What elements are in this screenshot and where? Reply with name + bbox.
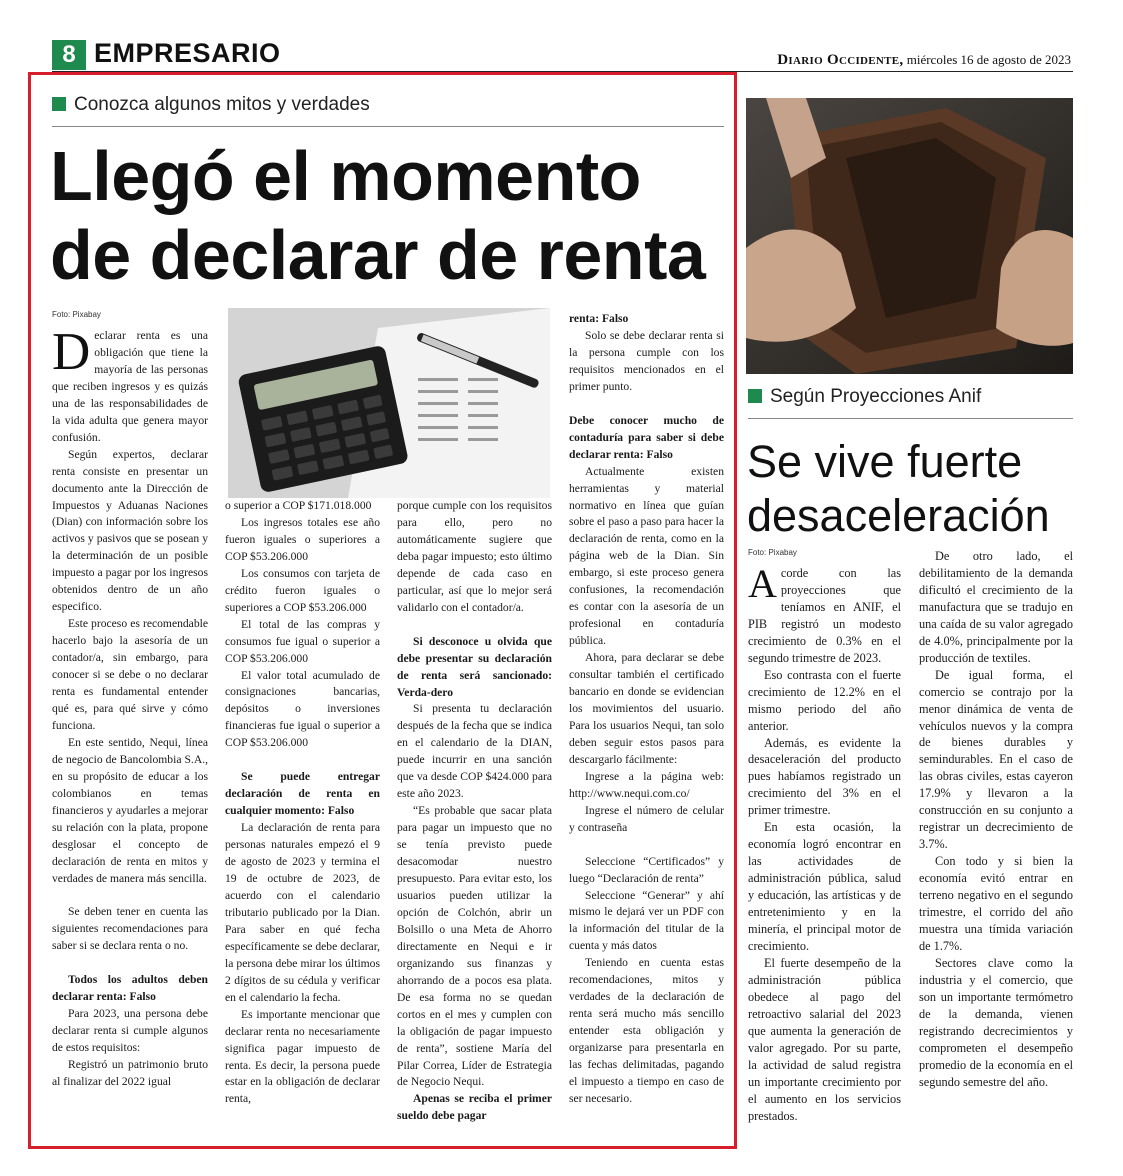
newspaper-name: Diario Occidente, bbox=[777, 52, 904, 68]
main-column-2 bbox=[225, 498, 380, 1108]
side-column-2 bbox=[919, 548, 1073, 1091]
subheading: Debe conocer mucho de contaduría para saber si debe declarar renta: Falso bbox=[569, 413, 724, 461]
subheading: Se puede entregar declaración de renta en cualquier momento: Falso bbox=[225, 770, 380, 818]
paragraph: Ingrese el número de celular y contraseña bbox=[569, 803, 724, 834]
dropcap-d: D bbox=[52, 323, 91, 381]
subheading: Todos los adultos deben declarar renta: Falso bbox=[52, 973, 208, 1004]
paragraph: Solo se debe declarar renta si la persona cumple con los requisitos mencionados en el primer punto. bbox=[569, 328, 724, 393]
paragraph: Actualmente existen herramientas y material normativo en línea que guían sobre el paso a paso para hacer la declaración de renta, como en la página web de la Dian. Sin embargo, si este proceso genera confusiones, la recomendación es contar con la asesoría de un profesional en contaduría pública. bbox=[569, 464, 724, 648]
paragraph: corde con las proyecciones que teníamos en ANIF, el PIB registró un modesto crecimiento de 0.3% en el segundo trimestre de 2023. bbox=[748, 566, 901, 665]
subheading: Si desconoce u olvida que debe presentar su declaración de renta será sancionado: Verda-dero bbox=[397, 634, 552, 699]
paragraph: Sectores clave como la industria y el comercio, que son un importante termómetro de la demanda, vienen registrando decrecimientos y comprometen el desempeño promedio de la economía en el segundo semestre del año. bbox=[919, 955, 1073, 1089]
main-column-1 bbox=[52, 323, 208, 1091]
side-headline bbox=[747, 435, 1050, 543]
side-headline-line2: desaceleración bbox=[747, 490, 1050, 541]
calculator-illustration bbox=[228, 308, 550, 498]
paragraph: Con todo y si bien la economía evitó entrar en terreno negativo en el segundo trimestre, el corrido del año muestra una tímida variación de 1.7%. bbox=[919, 854, 1073, 953]
paragraph: porque cumple con los requisitos para ello, pero no automáticamente sugiere que deba pagar impuesto; esto último depende de cada caso en particular, así que lo mejor será validarlo con el contador/a. bbox=[397, 499, 552, 614]
main-column-3 bbox=[397, 498, 552, 1125]
main-kicker bbox=[52, 94, 370, 116]
paragraph: Ahora, para declarar se debe consultar también el certificado bancario en donde se evidencian los movimientos del usuario. Para los usuarios Nequi, tan solo deben seguir estos pasos para descargarlo fácilmente: bbox=[569, 651, 724, 766]
page-number: 8 bbox=[52, 40, 86, 70]
subheading-continued: renta: Falso bbox=[569, 312, 629, 325]
empty-wallet-illustration bbox=[746, 98, 1073, 374]
paragraph: Si presenta tu declaración después de la fecha que se indica en el calendario de la DIAN, puede incurrir en una sanción que va desde COP $424.000 para este año 2023. bbox=[397, 702, 552, 801]
paragraph: eclarar renta es una obligación que tiene la mayoría de las personas que reciben ingresos y es quizás una de las responsabilidades de la vida adulta que genera mayor confusión. bbox=[52, 329, 208, 444]
side-kicker-rule bbox=[748, 418, 1073, 419]
issue-date: miércoles 16 de agosto de 2023 bbox=[906, 52, 1071, 67]
side-headline-line1: Se vive fuerte bbox=[747, 436, 1023, 487]
kicker-square-icon bbox=[748, 389, 762, 403]
paragraph: Registró un patrimonio bruto al finalizar del 2022 igual bbox=[52, 1058, 208, 1089]
paragraph: Seleccione “Certificados” y luego “Declaración de renta” bbox=[569, 854, 724, 885]
paragraph: El total de las compras y consumos fue igual o superior a COP $53.206.000 bbox=[225, 617, 380, 665]
main-kicker-text: Conozca algunos mitos y verdades bbox=[74, 94, 370, 115]
paragraph: Según expertos, declarar renta consiste en presentar un documento ante la Dirección de Impuestos y Aduanas Naciones (Dian) con información sobre los activos y pasivos que se posean y la determinación de un posible impuesto a pagar por los ingresos obtenidos dentro de un año especifico. bbox=[52, 447, 208, 614]
section-title: EMPRESARIO bbox=[94, 38, 281, 68]
paragraph: Es importante mencionar que declarar renta no necesariamente significa pagar impuesto de renta. Es decir, la persona puede estar en la obligación de declarar renta, bbox=[225, 1007, 380, 1106]
paragraph: De otro lado, el debilitamiento de la demanda dificultó el crecimiento de la manufactura que se tradujo en una caída de su valor agregado de 4.0%, principalmente por la producción de textiles. bbox=[919, 549, 1073, 665]
paragraph: o superior a COP $171.018.000 bbox=[225, 499, 372, 512]
paragraph: “Es probable que sacar plata para pagar un impuesto que no se tenía previsto puede desacomodar nuestro presupuesto. Para evitar esto, los usuarios pueden utilizar la opción de Colchón, abrir un Bolsillo o una Meta de Ahorro directamente en Nequi e ir organizando sus finanzas y ahorrando de a pocos esa plata. De esa forma no se quedan cortos en el mes y cumplen con la obligación de pagar impuesto de renta”, sostiene María del Pilar Correa, Líder de Estrategia de Negocio Nequi. bbox=[397, 804, 552, 1089]
side-column-1 bbox=[748, 561, 901, 1124]
main-headline-line2: de declarar de renta bbox=[50, 216, 706, 294]
masthead bbox=[777, 52, 1071, 69]
subheading: Apenas se reciba el primer sueldo debe pagar bbox=[397, 1092, 552, 1123]
paragraph: Para 2023, una persona debe declarar renta si cumple algunos de estos requisitos: bbox=[52, 1007, 208, 1055]
paragraph: Seleccione “Generar” y ahí mismo le dejará ver un PDF con la información del titular de la cuenta y más datos bbox=[569, 888, 724, 953]
paragraph: El valor total acumulado de consignaciones bancarias, depósitos o inversiones financieras fue igual o superior a COP $53.206.000 bbox=[225, 668, 380, 750]
paragraph: En esta ocasión, la economía logró encontrar en las actividades de administración pública, salud y educación, las artísticas y de entretenimiento y en la minería, el principal motor de crecimiento. bbox=[748, 820, 901, 953]
kicker-square-icon bbox=[52, 97, 66, 111]
main-photo-credit: Foto: Pixabay bbox=[52, 310, 101, 319]
paragraph: En este sentido, Nequi, línea de negocio de Bancolombia S.A., en su propósito de educar a los colombianos en temas financieros y ayudarles a mejorar su relación con la plata, propone desglosar el concepto de declaración de renta en mitos y verdades de manera más sencilla. bbox=[52, 735, 208, 885]
wallet-photo bbox=[746, 98, 1073, 374]
paragraph: La declaración de renta para personas naturales empezó el 9 de agosto de 2023 y termina el 19 de octubre de 2023, de acuerdo con el calendario tributario publicado por la Dian. Para saber en qué fecha específicamente se debe declarar, la persona debe mirar los últimos 2 dígitos de su cédula y verificar en el calendario la fecha. bbox=[225, 821, 380, 1004]
paragraph: De igual forma, el comercio se contrajo por la menor dinámica de venta de vehículos nuevos y la compra de bienes durables y semindurables. En el caso de las obras civiles, estas cayeron 17.9% y llevaron a la construcción en su conjunto a registrar un decrecimiento de 3.7%. bbox=[919, 667, 1073, 852]
main-headline-line1: Llegó el momento bbox=[50, 137, 641, 215]
paragraph: Teniendo en cuenta estas recomendaciones, mitos y verdades de la declaración de renta será mucho más sencillo entender esta obligación y organizarse para presentarla en las fechas delimitadas, pagando el impuesto a tiempo en caso de ser necesario. bbox=[569, 956, 724, 1105]
kicker-rule bbox=[52, 126, 724, 127]
paragraph: El fuerte desempeño de la administración pública obedece al pago del retroactivo salarial del 2023 que aumenta la generación de valor agregado. Por su parte, la actividad de salud registra un importante crecimiento por el aumento en los servicios prestados. bbox=[748, 955, 901, 1123]
main-column-4 bbox=[569, 311, 724, 1108]
side-kicker bbox=[748, 386, 981, 408]
paragraph: Eso contrasta con el fuerte crecimiento de 12.2% en el mismo periodo del año anterior. bbox=[748, 667, 901, 733]
paragraph: Este proceso es recomendable hacerlo bajo la asesoría de un contador/a, sin embargo, para conocer si se debe o no declarar renta es fundamental entender qué es, para qué sirve y cómo funciona. bbox=[52, 617, 208, 732]
paragraph: Los consumos con tarjeta de crédito fueron iguales o superiores a COP $53.206.000 bbox=[225, 566, 380, 614]
side-photo-credit: Foto: Pixabay bbox=[748, 548, 797, 557]
dropcap-a: A bbox=[748, 561, 777, 606]
paragraph: Además, es evidente la desaceleración del producto pues habíamos registrado un crecimiento del 3% en el primer trimestre. bbox=[748, 735, 901, 818]
paragraph: Ingrese a la página web: http://www.nequi.com.co/ bbox=[569, 769, 724, 800]
side-kicker-text: Según Proyecciones Anif bbox=[770, 386, 982, 407]
paragraph: Los ingresos totales ese año fueron iguales o superiores a COP $53.206.000 bbox=[225, 515, 380, 563]
main-headline bbox=[50, 137, 705, 295]
paragraph: Se deben tener en cuenta las siguientes recomendaciones para saber si se declara renta o no. bbox=[52, 905, 208, 953]
calculator-photo bbox=[228, 308, 550, 498]
